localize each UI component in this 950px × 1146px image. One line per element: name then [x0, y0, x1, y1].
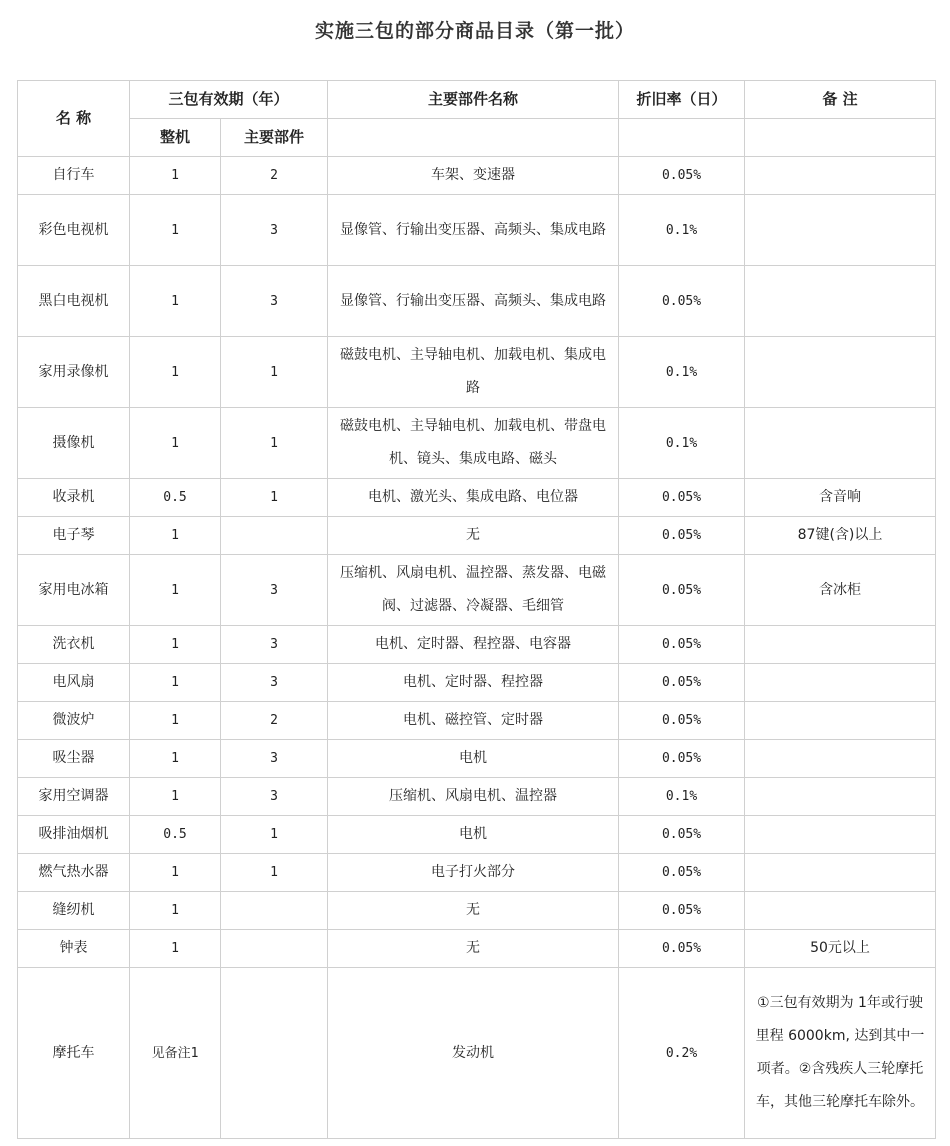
cell-rate: 0.05%: [619, 479, 745, 517]
table-row: [18, 740, 936, 778]
cell-rate: 0.05%: [619, 740, 745, 778]
cell-whole: 1: [130, 266, 221, 337]
cell-note: [745, 702, 936, 740]
cell-whole: 1: [130, 517, 221, 555]
cell-rate: 0.05%: [619, 517, 745, 555]
table-row: [18, 702, 936, 740]
cell-parts: 显像管、行输出变压器、高频头、集成电路: [328, 266, 619, 337]
cell-note: [745, 892, 936, 930]
cell-main: [221, 517, 328, 555]
cell-note: [745, 816, 936, 854]
table-row: [18, 266, 936, 337]
cell-rate: 0.1%: [619, 408, 745, 479]
cell-rate: 0.05%: [619, 626, 745, 664]
cell-parts: 压缩机、风扇电机、温控器、蒸发器、电磁阀、过滤器、冷凝器、毛细管: [328, 555, 619, 626]
cell-rate: 0.1%: [619, 195, 745, 266]
cell-whole: 1: [130, 337, 221, 408]
cell-note: [745, 778, 936, 816]
cell-parts: 电机、定时器、程控器: [328, 664, 619, 702]
cell-whole: 1: [130, 408, 221, 479]
cell-whole: 见备注1: [130, 968, 221, 1139]
header-whole: 整机: [130, 119, 221, 157]
table-row: [18, 816, 936, 854]
cell-whole: 1: [130, 778, 221, 816]
table-row: [18, 157, 936, 195]
cell-main: 3: [221, 740, 328, 778]
header-name: 名 称: [18, 81, 130, 157]
cell-name: 洗衣机: [18, 626, 130, 664]
cell-name: 缝纫机: [18, 892, 130, 930]
cell-note: 50元以上: [745, 930, 936, 968]
cell-note: [745, 626, 936, 664]
cell-note: [745, 408, 936, 479]
cell-name: 电子琴: [18, 517, 130, 555]
cell-parts: 车架、变速器: [328, 157, 619, 195]
cell-rate: 0.05%: [619, 157, 745, 195]
cell-name: 家用空调器: [18, 778, 130, 816]
cell-parts: 发动机: [328, 968, 619, 1139]
cell-main: 3: [221, 555, 328, 626]
cell-note: [745, 337, 936, 408]
table-row: [18, 479, 936, 517]
cell-parts: 电机、激光头、集成电路、电位器: [328, 479, 619, 517]
table-row: [18, 626, 936, 664]
cell-name: 钟表: [18, 930, 130, 968]
cell-whole: 1: [130, 157, 221, 195]
cell-parts: 磁鼓电机、主导轴电机、加载电机、集成电路: [328, 337, 619, 408]
cell-name: 微波炉: [18, 702, 130, 740]
cell-note: [745, 195, 936, 266]
cell-parts: 电机: [328, 816, 619, 854]
cell-whole: 0.5: [130, 816, 221, 854]
catalog-body: [18, 157, 936, 1139]
cell-name: 电风扇: [18, 664, 130, 702]
cell-rate: 0.05%: [619, 892, 745, 930]
cell-whole: 1: [130, 664, 221, 702]
cell-main: 3: [221, 195, 328, 266]
cell-name: 吸尘器: [18, 740, 130, 778]
header-empty-2: [619, 119, 745, 157]
cell-name: 家用电冰箱: [18, 555, 130, 626]
header-main-parts: 主要部件: [221, 119, 328, 157]
header-empty-3: [745, 119, 936, 157]
cell-whole: 1: [130, 195, 221, 266]
cell-name: 收录机: [18, 479, 130, 517]
cell-whole: 1: [130, 740, 221, 778]
cell-name: 自行车: [18, 157, 130, 195]
table-row: [18, 778, 936, 816]
cell-rate: 0.2%: [619, 968, 745, 1139]
cell-parts: 无: [328, 930, 619, 968]
cell-whole: 1: [130, 930, 221, 968]
cell-note: [745, 266, 936, 337]
cell-parts: 电机: [328, 740, 619, 778]
cell-whole: 1: [130, 702, 221, 740]
cell-rate: 0.1%: [619, 778, 745, 816]
table-row: [18, 664, 936, 702]
cell-note: 含音响: [745, 479, 936, 517]
cell-name: 摄像机: [18, 408, 130, 479]
header-warranty: 三包有效期（年）: [130, 81, 328, 119]
cell-parts: 显像管、行输出变压器、高频头、集成电路: [328, 195, 619, 266]
cell-main: 1: [221, 816, 328, 854]
page-title: 实施三包的部分商品目录（第一批）: [314, 20, 635, 42]
catalog-table: [17, 80, 936, 1139]
header-empty-1: [328, 119, 619, 157]
table-row: [18, 854, 936, 892]
cell-main: 1: [221, 854, 328, 892]
cell-parts: 无: [328, 892, 619, 930]
cell-note: [745, 157, 936, 195]
cell-name: 燃气热水器: [18, 854, 130, 892]
cell-name: 摩托车: [18, 968, 130, 1139]
cell-name: 吸排油烟机: [18, 816, 130, 854]
cell-note: 含冰柜: [745, 555, 936, 626]
cell-main: 2: [221, 702, 328, 740]
cell-rate: 0.05%: [619, 555, 745, 626]
table-row: [18, 195, 936, 266]
cell-rate: 0.05%: [619, 266, 745, 337]
cell-main: 2: [221, 157, 328, 195]
cell-main: [221, 930, 328, 968]
cell-whole: 1: [130, 626, 221, 664]
cell-note: [745, 854, 936, 892]
cell-note: [745, 740, 936, 778]
header-remark: 备 注: [745, 81, 936, 119]
cell-rate: 0.05%: [619, 702, 745, 740]
cell-parts: 电子打火部分: [328, 854, 619, 892]
cell-parts: 无: [328, 517, 619, 555]
table-row: [18, 517, 936, 555]
cell-whole: 0.5: [130, 479, 221, 517]
cell-rate: 0.05%: [619, 854, 745, 892]
cell-main: 1: [221, 479, 328, 517]
cell-note: 87键(含)以上: [745, 517, 936, 555]
table-row: [18, 408, 936, 479]
cell-note: ①三包有效期为 1年或行驶 里程 6000km, 达到其中一项者。②含残疾人三轮摩托车，其他三轮摩托车除外。: [745, 968, 936, 1139]
cell-main: [221, 892, 328, 930]
cell-main: [221, 968, 328, 1139]
table-row: [18, 555, 936, 626]
cell-main: 3: [221, 778, 328, 816]
cell-main: 3: [221, 626, 328, 664]
cell-parts: 压缩机、风扇电机、温控器: [328, 778, 619, 816]
cell-name: 彩色电视机: [18, 195, 130, 266]
cell-main: 1: [221, 408, 328, 479]
header-parts-name: 主要部件名称: [328, 81, 619, 119]
cell-whole: 1: [130, 854, 221, 892]
cell-name: 黑白电视机: [18, 266, 130, 337]
cell-note: [745, 664, 936, 702]
cell-main: 1: [221, 337, 328, 408]
cell-rate: 0.05%: [619, 930, 745, 968]
cell-parts: 电机、定时器、程控器、电容器: [328, 626, 619, 664]
cell-main: 3: [221, 266, 328, 337]
cell-main: 3: [221, 664, 328, 702]
cell-parts: 磁鼓电机、主导轴电机、加载电机、带盘电机、镜头、集成电路、磁头: [328, 408, 619, 479]
table-row: [18, 968, 936, 1139]
cell-rate: 0.1%: [619, 337, 745, 408]
cell-rate: 0.05%: [619, 664, 745, 702]
header-depreciation: 折旧率（日）: [619, 81, 745, 119]
cell-whole: 1: [130, 892, 221, 930]
table-row: [18, 892, 936, 930]
cell-parts: 电机、磁控管、定时器: [328, 702, 619, 740]
cell-rate: 0.05%: [619, 816, 745, 854]
table-row: [18, 930, 936, 968]
cell-whole: 1: [130, 555, 221, 626]
table-row: [18, 337, 936, 408]
cell-name: 家用录像机: [18, 337, 130, 408]
